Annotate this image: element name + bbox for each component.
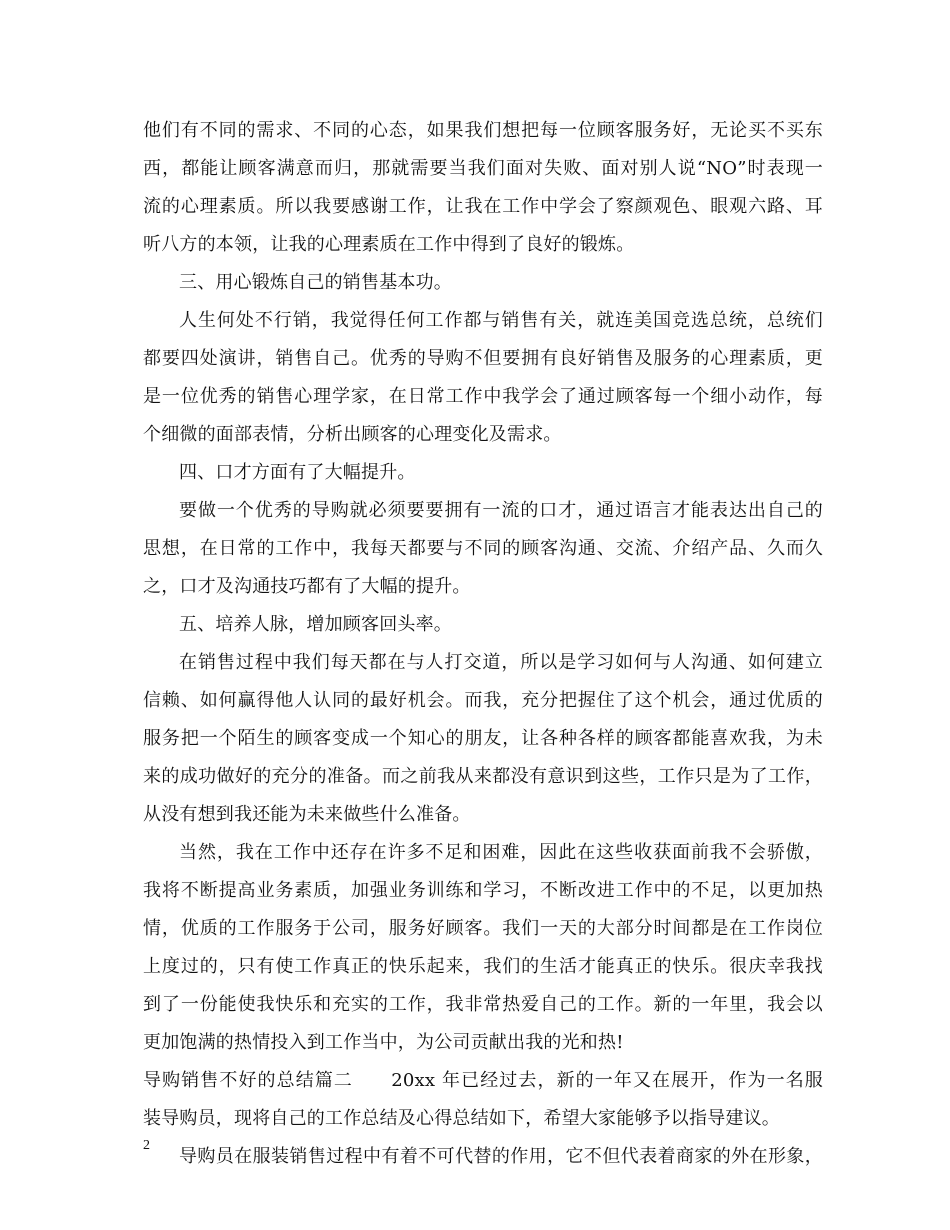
page-number: 2: [143, 1138, 150, 1153]
text-line: 是一位优秀的销售心理学家，在日常工作中我学会了通过顾客每一个细小动作，每: [143, 386, 823, 407]
text-line: 听八方的本领，让我的心理素质在工作中得到了良好的锻炼。: [143, 234, 635, 255]
text-line: 更加饱满的热情投入到工作当中，为公司贡献出我的光和热!: [143, 1032, 624, 1053]
text-line: 导购员在服装销售过程中有着不可代替的作用，它不但代表着商家的外在形象，: [179, 1146, 823, 1167]
text-line: 在销售过程中我们每天都在与人打交道，所以是学习如何与人沟通、如何建立: [179, 652, 823, 673]
section-heading: 三、用心锻炼自己的销售基本功。: [179, 272, 452, 293]
text-line: 人生何处不行销，我觉得任何工作都与销售有关，就连美国竞选总统，总统们: [179, 310, 823, 331]
text-line: 导购销售不好的总结篇二 20xx 年已经过去，新的一年又在展开，作为一名服: [143, 1070, 823, 1091]
text-line: 他们有不同的需求、不同的心态，如果我们想把每一位顾客服务好，无论买不买东: [143, 120, 823, 141]
text-line: 装导购员，现将自己的工作总结及心得总结如下，希望大家能够予以指导建议。: [143, 1108, 780, 1129]
text-line: 上度过的，只有使工作真正的快乐起来，我们的生活才能真正的快乐。很庆幸我找: [143, 956, 823, 977]
text-line: 个细微的面部表情，分析出顾客的心理变化及需求。: [143, 424, 562, 445]
section-heading: 五、培养人脉，增加顾客回头率。: [179, 614, 452, 635]
text-line: 都要四处演讲，销售自己。优秀的导购不但要拥有良好销售及服务的心理素质，更: [143, 348, 823, 369]
text-line: 思想，在日常的工作中，我每天都要与不同的顾客沟通、交流、介绍产品、久而久: [143, 538, 823, 559]
text-line: 来的成功做好的充分的准备。而之前我从来都没有意识到这些，工作只是为了工作，: [143, 766, 823, 787]
text-line: 我将不断提高业务素质，加强业务训练和学习，不断改进工作中的不足，以更加热: [143, 880, 823, 901]
text-line: 当然，我在工作中还存在许多不足和困难，因此在这些收获面前我不会骄傲，: [179, 842, 823, 863]
text-line: 之，口才及沟通技巧都有了大幅的提升。: [143, 576, 471, 597]
text-line: 到了一份能使我快乐和充实的工作，我非常热爱自己的工作。新的一年里，我会以: [143, 994, 823, 1015]
text-line: 信赖、如何赢得他人认同的最好机会。而我，充分把握住了这个机会，通过优质的: [143, 690, 823, 711]
text-line: 情，优质的工作服务于公司，服务好顾客。我们一天的大部分时间都是在工作岗位: [143, 918, 823, 939]
text-line: 流的心理素质。所以我要感谢工作，让我在工作中学会了察颜观色、眼观六路、耳: [143, 196, 823, 217]
text-line: 西，都能让顾客满意而归，那就需要当我们面对失败、面对别人说“NO”时表现一: [143, 158, 823, 179]
text-line: 从没有想到我还能为未来做些什么准备。: [143, 804, 471, 825]
text-line: 服务把一个陌生的顾客变成一个知心的朋友，让各种各样的顾客都能喜欢我，为未: [143, 728, 823, 749]
section-heading: 四、口才方面有了大幅提升。: [179, 462, 416, 483]
text-line: 要做一个优秀的导购就必须要要拥有一流的口才，通过语言才能表达出自己的: [179, 500, 823, 521]
